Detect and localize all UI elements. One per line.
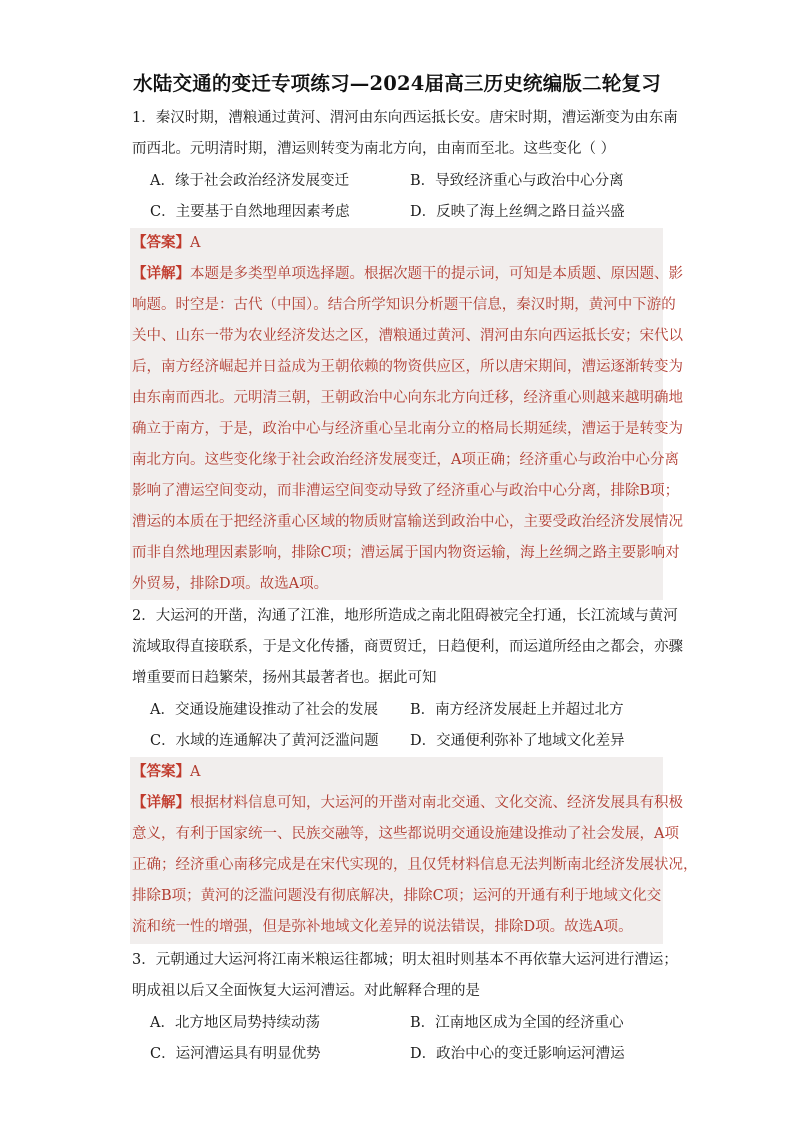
q1-detail-line-4: 后，南方经济崛起并日益成为王朝依赖的物资供应区，所以唐宋期间，漕运逐渐转变为	[132, 359, 683, 375]
q3-option-d: D．政治中心的变迁影响运河漕运	[410, 1046, 625, 1062]
q1-answer	[132, 233, 662, 253]
q2-stem-line-3: 增重要而日趋繁荣，扬州其最著者也。据此可知	[132, 670, 437, 686]
q3-option-b: B．江南地区成为全国的经济重心	[410, 1015, 624, 1031]
q3-stem-line-2: 明成祖以后又全面恢复大运河漕运。对此解释合理的是	[132, 983, 480, 999]
q1-detail-line-5: 由东南而西北。元明清三朝，王朝政治中心向东北方向迁移，经济重心则越来越明确地	[132, 390, 683, 406]
q2-answer	[132, 762, 662, 782]
q2-answer-panel	[130, 757, 698, 944]
answer-value: A	[190, 235, 201, 251]
q3-stem-line-1: 3．元朝通过大运河将江南米粮运往都城；明太祖时则基本不再依靠大运河进行漕运；	[132, 952, 678, 968]
q2-option-c: C．水域的连通解决了黄河泛滥问题	[150, 733, 379, 749]
q1-detail-line-7: 南北方向。这些变化缘于社会政治经济发展变迁，A项正确；经济重心与政治中心分离	[132, 452, 679, 468]
q1-stem-line-2: 而西北。元明清时期，漕运则转变为南北方向，由南而至北。这些变化（ ）	[132, 141, 616, 157]
detail-tag: 【详解】	[132, 265, 190, 282]
q1-detail-line-10: 而非自然地理因素影响，排除C项；漕运属于国内物资运输，海上丝绸之路主要影响对	[132, 545, 680, 561]
q2-detail-line-4: 排除B项；黄河的泛滥问题没有彻底解决，排除C项；运河的开通有利于地域文化交	[132, 888, 662, 904]
q3-option-a: A．北方地区局势持续动荡	[150, 1015, 320, 1031]
page-title: 水陆交通的变迁专项练习—2024届高三历史统编版二轮复习	[133, 72, 661, 95]
answer-value: A	[190, 764, 201, 780]
q1-detail-line-9: 漕运的本质在于把经济重心区域的物质财富输送到政治中心，主要受政治经济发展情况	[132, 514, 683, 530]
q2-option-b: B．南方经济发展赶上并超过北方	[410, 702, 624, 718]
q2-detail-line-5: 流和统一性的增强，但是弥补地域文化差异的说法错误，排除D项。故选A项。	[132, 919, 633, 935]
q2-stem-line-1: 2．大运河的开凿，沟通了江淮，地形所造成之南北阻碍被完全打通，长江流域与黄河	[132, 608, 678, 624]
q2-detail-line-3: 正确；经济重心南移完成是在宋代实现的，且仅凭材料信息无法判断南北经济发展状况，	[132, 857, 698, 873]
answer-tag: 【答案】	[132, 763, 190, 780]
q2-detail-line-2: 意义，有利于国家统一、民族交融等，这些都说明交通设施建设推动了社会发展，A项	[132, 826, 679, 842]
q2-option-d: D．交通便利弥补了地域文化差异	[410, 733, 625, 749]
q2-option-a: A．交通设施建设推动了社会的发展	[150, 702, 378, 718]
q1-detail-line-6: 确立于南方，于是，政治中心与经济重心呈北南分立的格局长期延续，漕运于是转变为	[132, 421, 683, 437]
q2-detail-line-1: 【详解】根据材料信息可知，大运河的开凿对南北交通、文化交流、经济发展具有积极	[132, 794, 683, 811]
q1-stem-line-1: 1．秦汉时期，漕粮通过黄河、渭河由东向西运抵长安。唐宋时期，漕运渐变为由东南	[132, 110, 678, 126]
q1-option-c: C．主要基于自然地理因素考虑	[150, 204, 350, 220]
q1-option-a: A．缘于社会政治经济发展变迁	[150, 173, 349, 189]
q1-option-b: B．导致经济重心与政治中心分离	[410, 173, 624, 189]
q1-detail-line-3: 关中、山东一带为农业经济发达之区，漕粮通过黄河、渭河由东向西运抵长安；宋代以	[132, 328, 683, 344]
q1-detail-line-1: 【详解】本题是多类型单项选择题。根据次题干的提示词，可知是本质题、原因题、影	[132, 265, 683, 282]
q1-detail-line-2: 响题。时空是：古代（中国）。结合所学知识分析题干信息，秦汉时期，黄河中下游的	[132, 297, 676, 313]
detail-tag: 【详解】	[132, 794, 190, 811]
q1-detail-line-8: 影响了漕运空间变动，而非漕运空间变动导致了经济重心与政治中心分离，排除B项；	[132, 483, 680, 499]
q2-stem-line-2: 流域取得直接联系，于是文化传播，商贾贸迁，日趋便利，而运道所经由之都会，亦骤	[132, 639, 683, 655]
q1-detail-line-11: 外贸易，排除D项。故选A项。	[132, 576, 329, 592]
q1-option-d: D．反映了海上丝绸之路日益兴盛	[410, 204, 625, 220]
q3-option-c: C．运河漕运具有明显优势	[150, 1046, 321, 1062]
answer-tag: 【答案】	[132, 234, 190, 251]
